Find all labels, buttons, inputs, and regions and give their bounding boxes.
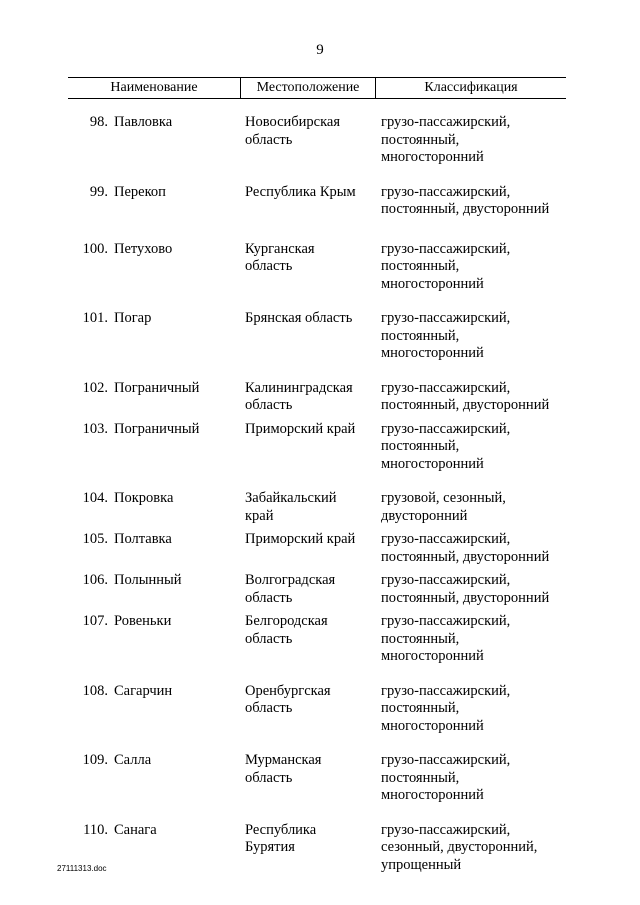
checkpoint-location: Республика Бурятия	[245, 821, 317, 855]
checkpoint-name: Пограничный	[114, 420, 200, 437]
row-number: 98.	[89, 114, 108, 130]
checkpoint-classification: грузо-пассажирский, сезонный, двусторонний, упрощенный	[381, 821, 538, 873]
checkpoint-location: Белгородская область	[245, 613, 328, 647]
checkpoint-classification: грузо-пассажирский, постоянный, двусторонний	[381, 183, 550, 217]
row-number: 99.	[89, 183, 108, 200]
checkpoint-location: Мурманская область	[245, 752, 322, 786]
table-row	[0, 613, 640, 666]
checkpoint-classification: грузо-пассажирский, постоянный, многосторонний	[381, 420, 511, 472]
table-row	[0, 490, 640, 525]
table-row	[0, 241, 640, 294]
table-row	[0, 572, 640, 607]
checkpoint-classification: грузо-пассажирский, постоянный, многосторонний	[381, 752, 511, 803]
table-row	[0, 531, 640, 566]
table-row	[0, 380, 640, 415]
row-number: 105.	[82, 531, 108, 547]
checkpoint-classification: грузо-пассажирский, постоянный, многосторонний	[381, 240, 511, 292]
checkpoint-name: Полтавка	[114, 531, 172, 547]
checkpoint-classification: грузо-пассажирский, постоянный, двусторонний	[381, 572, 550, 606]
table-row	[0, 752, 640, 805]
checkpoint-location: Приморский край	[245, 420, 356, 437]
checkpoint-name: Полынный	[114, 572, 182, 588]
checkpoint-name: Салла	[114, 752, 152, 768]
table-row	[0, 114, 640, 167]
row-number: 104.	[82, 490, 108, 506]
row-number: 102.	[82, 379, 108, 396]
checkpoint-classification: грузо-пассажирский, постоянный, многосторонний	[381, 114, 511, 165]
column-header-location: Местоположение	[241, 78, 376, 98]
column-header-classification: Классификация	[424, 80, 518, 95]
checkpoint-classification: грузо-пассажирский, постоянный, многосторонний	[381, 682, 511, 734]
checkpoint-name: Петухово	[114, 240, 173, 257]
table-body	[0, 114, 640, 874]
checkpoint-name: Ровеньки	[114, 613, 172, 629]
table-row	[0, 184, 640, 219]
checkpoint-classification: грузовой, сезонный, двусторонний	[381, 490, 506, 524]
checkpoint-location: Республика Крым	[245, 183, 356, 200]
checkpoint-name: Сагарчин	[114, 682, 173, 699]
checkpoint-location: Приморский край	[245, 531, 356, 547]
checkpoint-location: Калининградская область	[245, 379, 353, 413]
row-number: 106.	[82, 572, 108, 588]
checkpoint-classification: грузо-пассажирский, постоянный, многосторонний	[381, 613, 511, 664]
checkpoint-location: Новосибирская область	[245, 114, 341, 148]
row-number: 108.	[82, 682, 108, 699]
checkpoint-name: Перекоп	[114, 183, 166, 200]
checkpoint-name: Пограничный	[114, 379, 200, 396]
checkpoint-classification: грузо-пассажирский, постоянный, многосторонний	[381, 310, 511, 361]
checkpoint-location: Волгоградская область	[245, 572, 336, 606]
row-number: 101.	[82, 310, 108, 326]
row-number: 103.	[82, 420, 108, 437]
row-number: 107.	[82, 613, 108, 629]
checkpoint-location: Брянская область	[245, 310, 353, 326]
checkpoint-name: Погар	[114, 310, 152, 326]
column-header-name: Наименование	[68, 78, 241, 98]
row-number: 100.	[82, 240, 108, 257]
row-number: 109.	[82, 752, 108, 768]
checkpoint-name: Санага	[114, 821, 157, 838]
document-filename: 27111313.doc	[57, 864, 107, 873]
row-number: 110.	[83, 821, 108, 838]
checkpoint-location: Оренбургская область	[245, 682, 331, 716]
table-row	[0, 310, 640, 363]
checkpoint-classification: грузо-пассажирский, постоянный, двусторонний	[381, 379, 550, 413]
checkpoint-location: Курганская область	[245, 240, 315, 274]
table-row	[0, 683, 640, 736]
checkpoint-location: Забайкальский край	[245, 490, 337, 524]
checkpoint-name: Павловка	[114, 114, 173, 130]
table-row	[0, 421, 640, 474]
checkpoint-name: Покровка	[114, 490, 174, 506]
table-header	[68, 77, 566, 99]
checkpoint-classification: грузо-пассажирский, постоянный, двусторонний	[381, 531, 550, 565]
page-number: 9	[316, 42, 324, 58]
